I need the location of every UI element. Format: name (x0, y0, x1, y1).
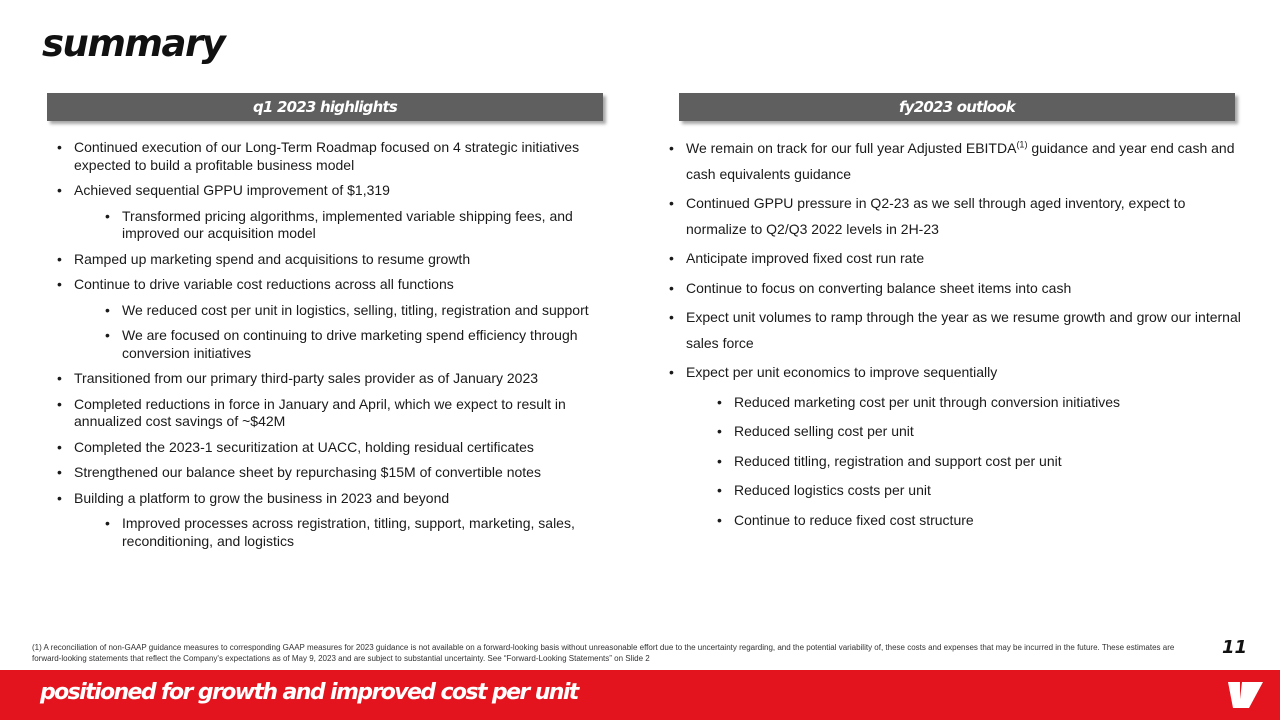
list-item: • Completed reductions in force in January and April, which we expect to result in annualized cost savings of ~$42M (74, 396, 609, 431)
vroom-v-logo-icon (1225, 677, 1263, 713)
list-item: • Ramped up marketing spend and acquisitions to resume growth (74, 251, 609, 269)
outlook-item-text: guidance and year end cash and cash equivalents guidance (686, 140, 1235, 182)
sub-list-item: • Improved processes across registration, titling, support, marketing, sales, reconditioning, and logistics (122, 515, 609, 550)
sub-list-item: • We are focused on continuing to drive marketing spend efficiency through conversion initiatives (122, 327, 609, 362)
list-item: • Continued execution of our Long-Term Roadmap focused on 4 strategic initiatives expected to build a profitable business model (74, 139, 609, 174)
sub-list-item: • Reduced selling cost per unit (734, 419, 1242, 445)
fy2023-outlook-header: fy2023 outlook (679, 93, 1235, 121)
page-number: 11 (1221, 637, 1247, 658)
sub-list-item: • Reduced titling, registration and support cost per unit (734, 449, 1242, 475)
list-item: • Continue to drive variable cost reductions across all functions (74, 276, 609, 294)
page-title: summary (42, 22, 225, 65)
list-item: • Achieved sequential GPPU improvement of $1,319 (74, 182, 609, 200)
list-item: • Building a platform to grow the business in 2023 and beyond (74, 490, 609, 508)
footnote-marker: (1) (1016, 139, 1028, 150)
list-item (686, 136, 1242, 187)
footer-bar (0, 670, 1280, 720)
list-item: • Anticipate improved fixed cost run rate (686, 246, 1242, 272)
list-item: • Transitioned from our primary third-party sales provider as of January 2023 (74, 370, 609, 388)
list-item: • Completed the 2023-1 securitization at UACC, holding residual certificates (74, 439, 609, 457)
footer-tagline: positioned for growth and improved cost per unit (40, 680, 578, 705)
sub-list-item: • Transformed pricing algorithms, implemented variable shipping fees, and improved our acquisition model (122, 208, 609, 243)
list-item: • Expect per unit economics to improve sequentially (686, 360, 1242, 386)
q1-highlights-list (74, 139, 609, 558)
fy2023-outlook-list (686, 136, 1242, 537)
outlook-item-text: We remain on track for our full year Adjusted EBITDA (686, 140, 1017, 156)
footnote: (1) A reconciliation of non-GAAP guidance measures to corresponding GAAP measures for 2023 guidance is not available on a forward-looking basis without unreasonable effort due to the uncertainty regarding, and the potential variability of, these costs and expenses that may be incurred in the future. These estimates are forward-looking statements that reflect the Company's expectations as of May 9, 2023 and are subject to substantial uncertainty. See “Forward-Looking Statements” on Slide 2 (32, 643, 1175, 663)
list-item: • Expect unit volumes to ramp through the year as we resume growth and grow our internal sales force (686, 305, 1242, 356)
list-item: • Continued GPPU pressure in Q2-23 as we sell through aged inventory, expect to normalize to Q2/Q3 2022 levels in 2H-23 (686, 191, 1242, 242)
list-item: • Continue to focus on converting balance sheet items into cash (686, 276, 1242, 302)
sub-list-item: • Continue to reduce fixed cost structure (734, 508, 1242, 534)
q1-highlights-header: q1 2023 highlights (47, 93, 603, 121)
sub-list-item: • Reduced logistics costs per unit (734, 478, 1242, 504)
sub-list-item: • We reduced cost per unit in logistics, selling, titling, registration and support (122, 302, 609, 320)
list-item: • Strengthened our balance sheet by repurchasing $15M of convertible notes (74, 464, 609, 482)
sub-list-item: • Reduced marketing cost per unit through conversion initiatives (734, 390, 1242, 416)
